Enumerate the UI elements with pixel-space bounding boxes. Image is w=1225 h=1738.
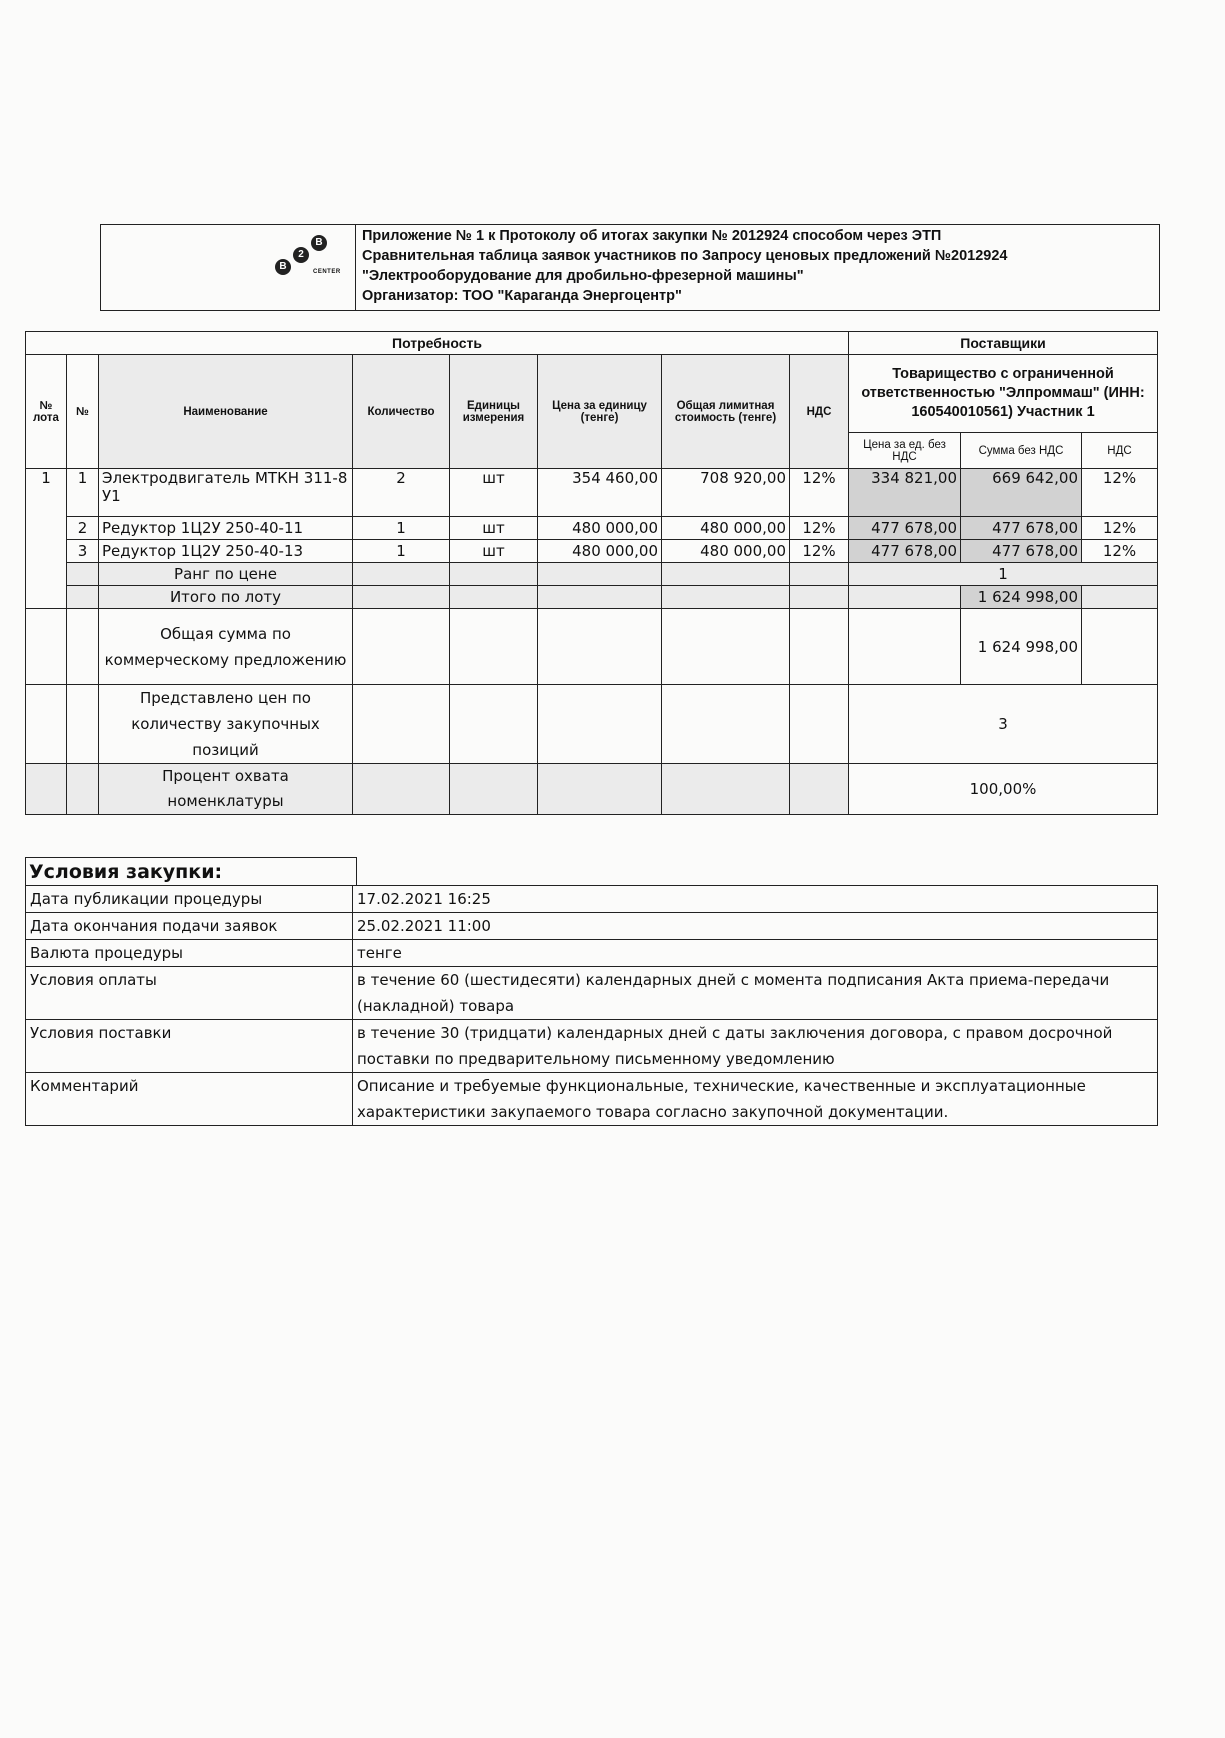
logo-letter: B xyxy=(275,259,291,275)
header-line: Организатор: ТОО "Караганда Энергоцентр" xyxy=(362,288,682,304)
header-text xyxy=(356,225,1013,310)
positions-row xyxy=(26,685,1158,764)
commercial-row xyxy=(26,609,1158,685)
supplier-price-cell: 477 678,00 xyxy=(849,517,961,540)
supplier-price-cell: 334 821,00 xyxy=(849,469,961,517)
supplier-sum-cell: 477 678,00 xyxy=(961,540,1082,563)
vat-cell: 12% xyxy=(790,469,849,517)
header-line: Приложение № 1 к Протоколу об итогах закупки № 2012924 способом через ЭТП xyxy=(362,228,942,244)
coverage-row xyxy=(26,764,1158,815)
col-unit-header: Единицы измерения xyxy=(450,355,538,469)
condition-row xyxy=(26,886,1158,913)
col-qty-header: Количество xyxy=(353,355,450,469)
table-row xyxy=(26,469,1158,517)
coverage-value: 100,00% xyxy=(849,764,1158,815)
empty-cell xyxy=(353,764,450,815)
empty-cell xyxy=(353,563,450,586)
supplier-price-cell: 477 678,00 xyxy=(849,540,961,563)
group-suppliers-header: Поставщики xyxy=(849,332,1158,355)
condition-label: Условия поставки xyxy=(26,1020,353,1073)
condition-row xyxy=(26,1073,1158,1126)
qty-cell: 1 xyxy=(353,540,450,563)
name-cell: Электродвигатель МТКН 311-8 У1 xyxy=(99,469,353,517)
empty-cell xyxy=(67,764,99,815)
empty-cell xyxy=(790,685,849,764)
logo-subtext: CENTER xyxy=(313,269,341,275)
supplier-col-price-header: Цена за ед. без НДС xyxy=(849,433,961,469)
supplier-vat-cell: 12% xyxy=(1082,540,1158,563)
supplier-col-sum-header: Сумма без НДС xyxy=(961,433,1082,469)
empty-cell xyxy=(849,586,961,609)
empty-cell xyxy=(849,609,961,685)
commercial-label: Общая сумма по коммерческому предложению xyxy=(99,609,353,685)
col-vat-header: НДС xyxy=(790,355,849,469)
empty-cell xyxy=(538,764,662,815)
commercial-value: 1 624 998,00 xyxy=(961,609,1082,685)
rank-label: Ранг по цене xyxy=(99,563,353,586)
empty-cell xyxy=(538,609,662,685)
price-cell: 354 460,00 xyxy=(538,469,662,517)
num-cell: 1 xyxy=(67,469,99,517)
empty-cell xyxy=(450,685,538,764)
empty-cell xyxy=(662,586,790,609)
lot-total-row xyxy=(26,586,1158,609)
empty-cell xyxy=(67,685,99,764)
num-cell: 2 xyxy=(67,517,99,540)
col-price-header: Цена за единицу (тенге) xyxy=(538,355,662,469)
empty-cell xyxy=(450,586,538,609)
empty-cell xyxy=(662,609,790,685)
empty-cell xyxy=(353,685,450,764)
empty-cell xyxy=(353,586,450,609)
header-line: Сравнительная таблица заявок участников по Запросу ценовых предложений №2012924 xyxy=(362,248,1008,264)
name-cell: Редуктор 1Ц2У 250-40-13 xyxy=(99,540,353,563)
condition-value: 17.02.2021 16:25 xyxy=(353,886,1158,913)
table-row xyxy=(26,540,1158,563)
supplier-vat-cell: 12% xyxy=(1082,517,1158,540)
empty-cell xyxy=(790,563,849,586)
condition-value: в течение 30 (тридцати) календарных дней с даты заключения договора, с правом досрочной поставки по предварительному письменному уведомлению xyxy=(353,1020,1158,1073)
qty-cell: 1 xyxy=(353,517,450,540)
vat-cell: 12% xyxy=(790,517,849,540)
empty-cell xyxy=(662,685,790,764)
col-num-header: № xyxy=(67,355,99,469)
supplier-col-vat-header: НДС xyxy=(1082,433,1158,469)
condition-value: 25.02.2021 11:00 xyxy=(353,913,1158,940)
document-header xyxy=(100,224,1160,311)
empty-cell xyxy=(1082,609,1158,685)
lot-total-label: Итого по лоту xyxy=(99,586,353,609)
supplier-name-header: Товарищество с ограниченной ответственностью "Элпроммаш" (ИНН: 160540010561) Участник 1 xyxy=(849,355,1158,433)
b2b-center-logo-icon xyxy=(275,235,345,285)
rank-value: 1 xyxy=(849,563,1158,586)
col-lot-header: № лота xyxy=(26,355,67,469)
vat-cell: 12% xyxy=(790,540,849,563)
condition-label: Валюта процедуры xyxy=(26,940,353,967)
lot-total-value: 1 624 998,00 xyxy=(961,586,1082,609)
total-cell: 708 920,00 xyxy=(662,469,790,517)
condition-row xyxy=(26,913,1158,940)
empty-cell xyxy=(1082,586,1158,609)
col-name-header: Наименование xyxy=(99,355,353,469)
logo-letter: B xyxy=(311,235,327,251)
empty-cell xyxy=(662,764,790,815)
unit-cell: шт xyxy=(450,469,538,517)
condition-value: Описание и требуемые функциональные, технические, качественные и эксплуатационные характеристики закупаемого товара согласно закупочной документации. xyxy=(353,1073,1158,1126)
conditions-title: Условия закупки: xyxy=(25,857,357,886)
conditions-table xyxy=(25,885,1158,1126)
unit-cell: шт xyxy=(450,540,538,563)
name-cell: Редуктор 1Ц2У 250-40-11 xyxy=(99,517,353,540)
empty-cell xyxy=(450,563,538,586)
qty-cell: 2 xyxy=(353,469,450,517)
coverage-label: Процент охвата номенклатуры xyxy=(99,764,353,815)
empty-cell xyxy=(538,685,662,764)
empty-cell xyxy=(26,764,67,815)
condition-label: Дата окончания подачи заявок xyxy=(26,913,353,940)
lot-cell: 1 xyxy=(26,469,67,609)
price-cell: 480 000,00 xyxy=(538,540,662,563)
price-cell: 480 000,00 xyxy=(538,517,662,540)
logo-cell xyxy=(101,225,356,310)
empty-cell xyxy=(538,586,662,609)
empty-cell xyxy=(662,563,790,586)
unit-cell: шт xyxy=(450,517,538,540)
condition-row xyxy=(26,940,1158,967)
empty-cell xyxy=(26,685,67,764)
empty-cell xyxy=(26,609,67,685)
table-row xyxy=(26,517,1158,540)
empty-cell xyxy=(67,609,99,685)
col-total-header: Общая лимитная стоимость (тенге) xyxy=(662,355,790,469)
condition-row xyxy=(26,1020,1158,1073)
header-line: "Электрооборудование для дробильно-фрезерной машины" xyxy=(362,268,804,284)
supplier-vat-cell: 12% xyxy=(1082,469,1158,517)
empty-cell xyxy=(450,609,538,685)
condition-label: Дата публикации процедуры xyxy=(26,886,353,913)
logo-letter: 2 xyxy=(293,247,309,263)
positions-value: 3 xyxy=(849,685,1158,764)
supplier-sum-cell: 669 642,00 xyxy=(961,469,1082,517)
supplier-sum-cell: 477 678,00 xyxy=(961,517,1082,540)
positions-label: Представлено цен по количеству закупочных позиций xyxy=(99,685,353,764)
empty-cell xyxy=(67,586,99,609)
comparison-table xyxy=(25,331,1158,815)
condition-value: в течение 60 (шестидесяти) календарных дней с момента подписания Акта приема-передачи (накладной) товара xyxy=(353,967,1158,1020)
empty-cell xyxy=(538,563,662,586)
empty-cell xyxy=(353,609,450,685)
num-cell: 3 xyxy=(67,540,99,563)
rank-row xyxy=(26,563,1158,586)
condition-label: Условия оплаты xyxy=(26,967,353,1020)
total-cell: 480 000,00 xyxy=(662,540,790,563)
condition-label: Комментарий xyxy=(26,1073,353,1126)
group-need-header: Потребность xyxy=(26,332,849,355)
total-cell: 480 000,00 xyxy=(662,517,790,540)
empty-cell xyxy=(790,586,849,609)
empty-cell xyxy=(790,609,849,685)
empty-cell xyxy=(67,563,99,586)
empty-cell xyxy=(450,764,538,815)
condition-row xyxy=(26,967,1158,1020)
condition-value: тенге xyxy=(353,940,1158,967)
empty-cell xyxy=(790,764,849,815)
